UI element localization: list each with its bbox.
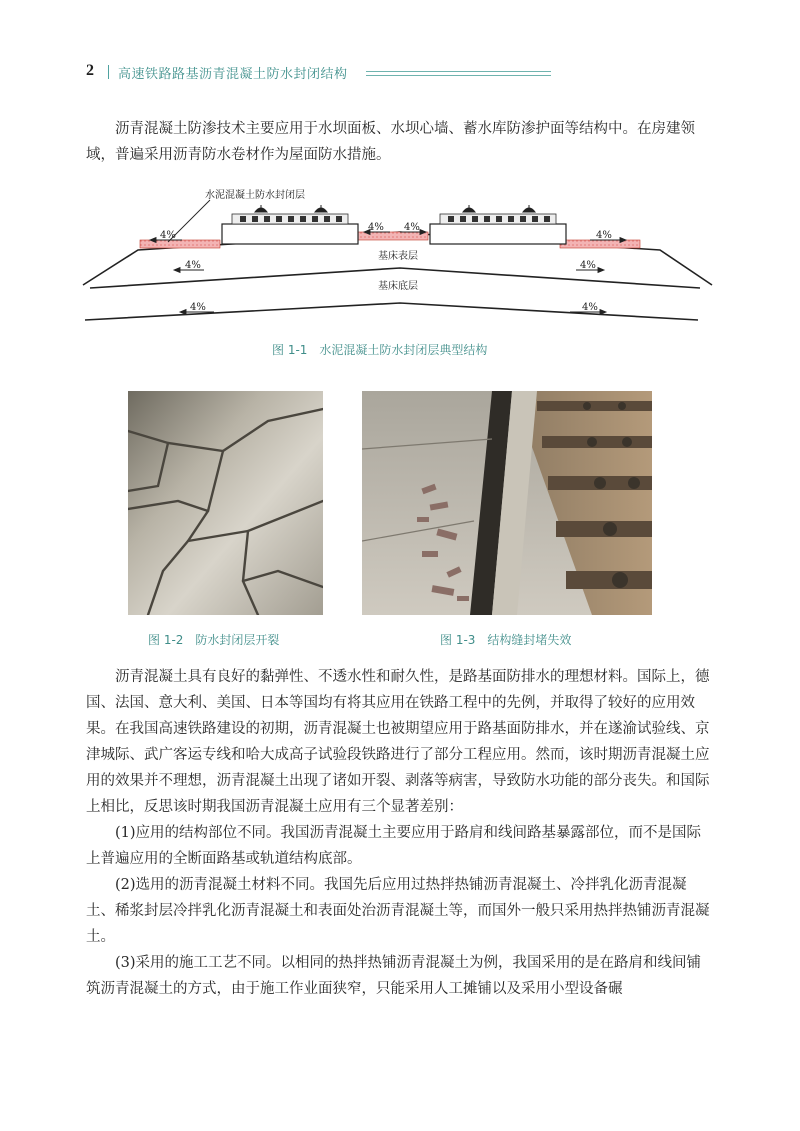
body-paragraph-1: 沥青混凝土具有良好的黏弹性、不透水性和耐久性，是路基面防排水的理想材料。国际上，德国、法国、意大利、美国、日本等国均有将其应用在铁路工程中的先例，并取得了较好的应用效果。在我国高速铁路建设的初期，沥青混凝土也被期望应用于路基面防排水，并在遂渝试验线、京津城际、武广客运专线和哈大成高子试验段铁路进行了部分工程应用。然而，该时期沥青混凝土应用的效果并不理想，沥青混凝土出现了诸如开裂、剥落等病害，导致防水功能的部分丧失。和国际上相比，反思该时期我国沥青混凝土应用有三个显著差别： <box>86 669 710 815</box>
slope-surface-right: 4% <box>580 260 596 271</box>
figure-1-1 <box>0 0 800 340</box>
body-text <box>86 664 712 1002</box>
slope-surface-left: 4% <box>185 260 201 271</box>
track-slab-left <box>222 224 358 244</box>
sealing-layer-right <box>560 240 640 248</box>
slope-mid-right: 4% <box>404 222 420 233</box>
track-slab-right <box>430 224 566 244</box>
figure-1-3-photo <box>362 391 652 615</box>
layer-label: 水泥混凝土防水封闭层 <box>205 190 305 201</box>
body-item-2: (2)选用的沥青混凝土材料不同。我国先后应用过热拌热铺沥青混凝土、冷拌乳化沥青混凝土、稀浆封层冷拌乳化沥青混凝土和表面处治沥青混凝土等，而国外一般只采用热拌热铺沥青混凝土。 <box>86 877 710 945</box>
slope-left-shoulder: 4% <box>160 230 176 241</box>
body-item-3: (3)采用的施工工艺不同。以相同的热拌热铺沥青混凝土为例，我国采用的是在路肩和线间铺筑沥青混凝土的方式，由于施工作业面狭窄，只能采用人工摊铺以及采用小型设备碾 <box>86 955 702 997</box>
rail-heads <box>255 205 535 212</box>
header-title: 高速铁路路基沥青混凝土防水封闭结构 <box>118 67 348 82</box>
figure-1-2-photo <box>128 391 323 615</box>
bottom-layer-line <box>85 303 698 320</box>
cross-section-diagram <box>0 0 800 340</box>
page-number: 2 <box>86 62 94 79</box>
surface-layer-label: 基床表层 <box>378 251 418 262</box>
figure-1-2-caption: 图 1-2 防水封闭层开裂 <box>148 633 280 647</box>
slope-bottom-left: 4% <box>190 302 206 313</box>
body-item-1: (1)应用的结构部位不同。我国沥青混凝土主要应用于路肩和线间路基暴露部位，而不是国际上普遍应用的全断面路基或轨道结构底部。 <box>86 825 702 867</box>
slope-right-shoulder: 4% <box>596 230 612 241</box>
intro-text: 沥青混凝土防渗技术主要应用于水坝面板、水坝心墙、蓄水库防渗护面等结构中。在房建领域，普遍采用沥青防水卷材作为屋面防水措施。 <box>86 121 695 163</box>
cracked-slab-image <box>128 391 323 615</box>
joint-failure-image <box>362 391 652 615</box>
figure-1-3-caption: 图 1-3 结构缝封堵失效 <box>440 633 572 647</box>
figure-1-1-caption: 图 1-1 水泥混凝土防水封闭层典型结构 <box>272 343 488 357</box>
slope-mid-left: 4% <box>368 222 384 233</box>
bottom-layer-label: 基床底层 <box>378 281 418 292</box>
slope-bottom-right: 4% <box>582 302 598 313</box>
